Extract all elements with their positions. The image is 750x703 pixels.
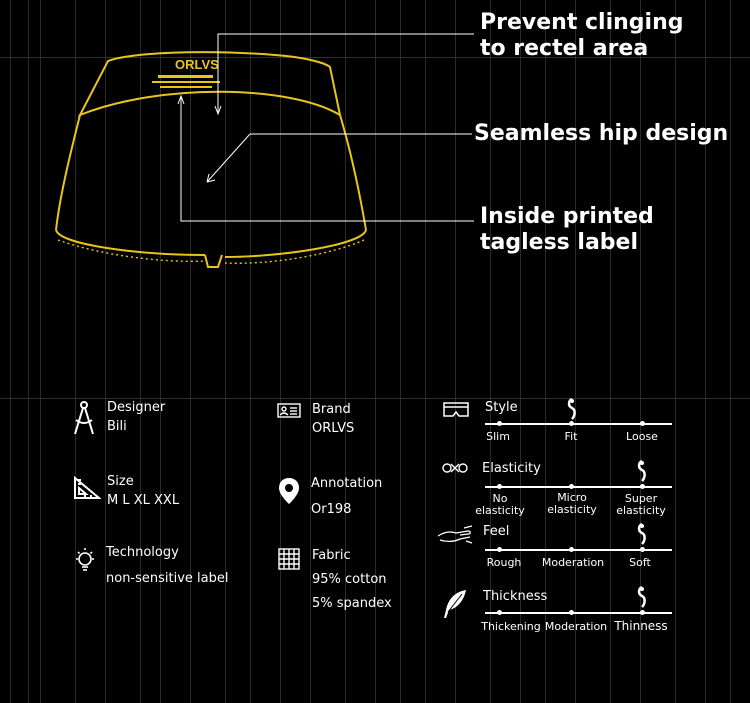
callout-seamless-hip: Seamless hip design (474, 121, 729, 146)
elasticity-tick-label (611, 493, 671, 517)
briefs-icon (442, 401, 470, 419)
designer-value: Bili (107, 419, 127, 434)
elasticity-tick-label (470, 493, 530, 517)
brand-value: ORLVS (312, 421, 355, 436)
thickness-title: Thickness (483, 589, 548, 604)
callout-prevent-clinging (480, 10, 683, 62)
id-card-icon (277, 403, 301, 418)
feel-title: Feel (483, 524, 510, 539)
brand-label: Brand (312, 402, 351, 417)
style-scale-dot (569, 421, 574, 426)
feel-scale-dot (569, 547, 574, 552)
tick-line: elasticity (616, 504, 666, 517)
fabric-grid-icon (278, 548, 300, 570)
stretch-icon (441, 461, 469, 475)
grid-line (0, 398, 750, 399)
size-label: Size (107, 474, 134, 489)
designer-label: Designer (107, 400, 166, 415)
callout-line: tagless label (480, 230, 639, 255)
feather-icon (442, 588, 468, 620)
technology-value: non-sensitive label (106, 571, 229, 586)
technology-label: Technology (106, 545, 179, 560)
tick-line: Super (624, 492, 658, 505)
set-square-icon (73, 476, 101, 500)
style-tick-label: Loose (626, 430, 658, 443)
feel-tick-label: Moderation (541, 556, 605, 569)
feel-tick-label: Rough (486, 556, 522, 569)
hand-feel-icon (436, 524, 474, 544)
elasticity-scale-dot (640, 484, 645, 489)
style-selected-marker (566, 397, 578, 421)
waistband-brand: ORLVS (175, 57, 219, 72)
drafting-compass-icon (72, 400, 96, 436)
annotation-value: Or198 (311, 502, 352, 517)
feel-tick-label: Soft (629, 556, 651, 569)
elasticity-title: Elasticity (482, 461, 541, 476)
tick-line: Micro (557, 491, 587, 504)
style-tick-label: Slim (486, 430, 510, 443)
callout-tagless-label (480, 204, 654, 256)
style-tick-label: Fit (564, 430, 578, 443)
feel-scale-dot (497, 547, 502, 552)
elasticity-scale-dot (569, 484, 574, 489)
elasticity-selected-marker (636, 459, 648, 483)
thickness-scale-dot (497, 610, 502, 615)
thickness-scale-dot (640, 610, 645, 615)
elasticity-tick-label (542, 492, 602, 516)
annotation-label: Annotation (311, 476, 383, 491)
thickness-scale-dot (569, 610, 574, 615)
thickness-tick-label: Thinness (614, 619, 668, 633)
style-scale-dot (497, 421, 502, 426)
style-scale-dot (640, 421, 645, 426)
elasticity-scale-dot (497, 484, 502, 489)
tick-line: No (492, 492, 508, 505)
feel-scale-dot (640, 547, 645, 552)
lightbulb-icon (74, 546, 96, 572)
fabric-value-cotton: 95% cotton (312, 572, 387, 587)
fabric-label: Fabric (312, 548, 351, 563)
size-value: M L XL XXL (107, 493, 180, 508)
tick-line: elasticity (547, 503, 597, 516)
thickness-tick-label: Moderation (544, 620, 608, 633)
location-pin-icon (278, 477, 300, 505)
callout-line: to rectel area (480, 36, 649, 61)
thickness-selected-marker (636, 585, 648, 609)
fabric-value-spandex: 5% spandex (312, 596, 392, 611)
feel-selected-marker (636, 522, 648, 546)
style-title: Style (485, 400, 518, 415)
tick-line: elasticity (475, 504, 525, 517)
callout-line: Inside printed (480, 204, 654, 229)
callout-line: Prevent clinging (480, 10, 684, 35)
thickness-tick-label: Thickening (481, 620, 541, 633)
